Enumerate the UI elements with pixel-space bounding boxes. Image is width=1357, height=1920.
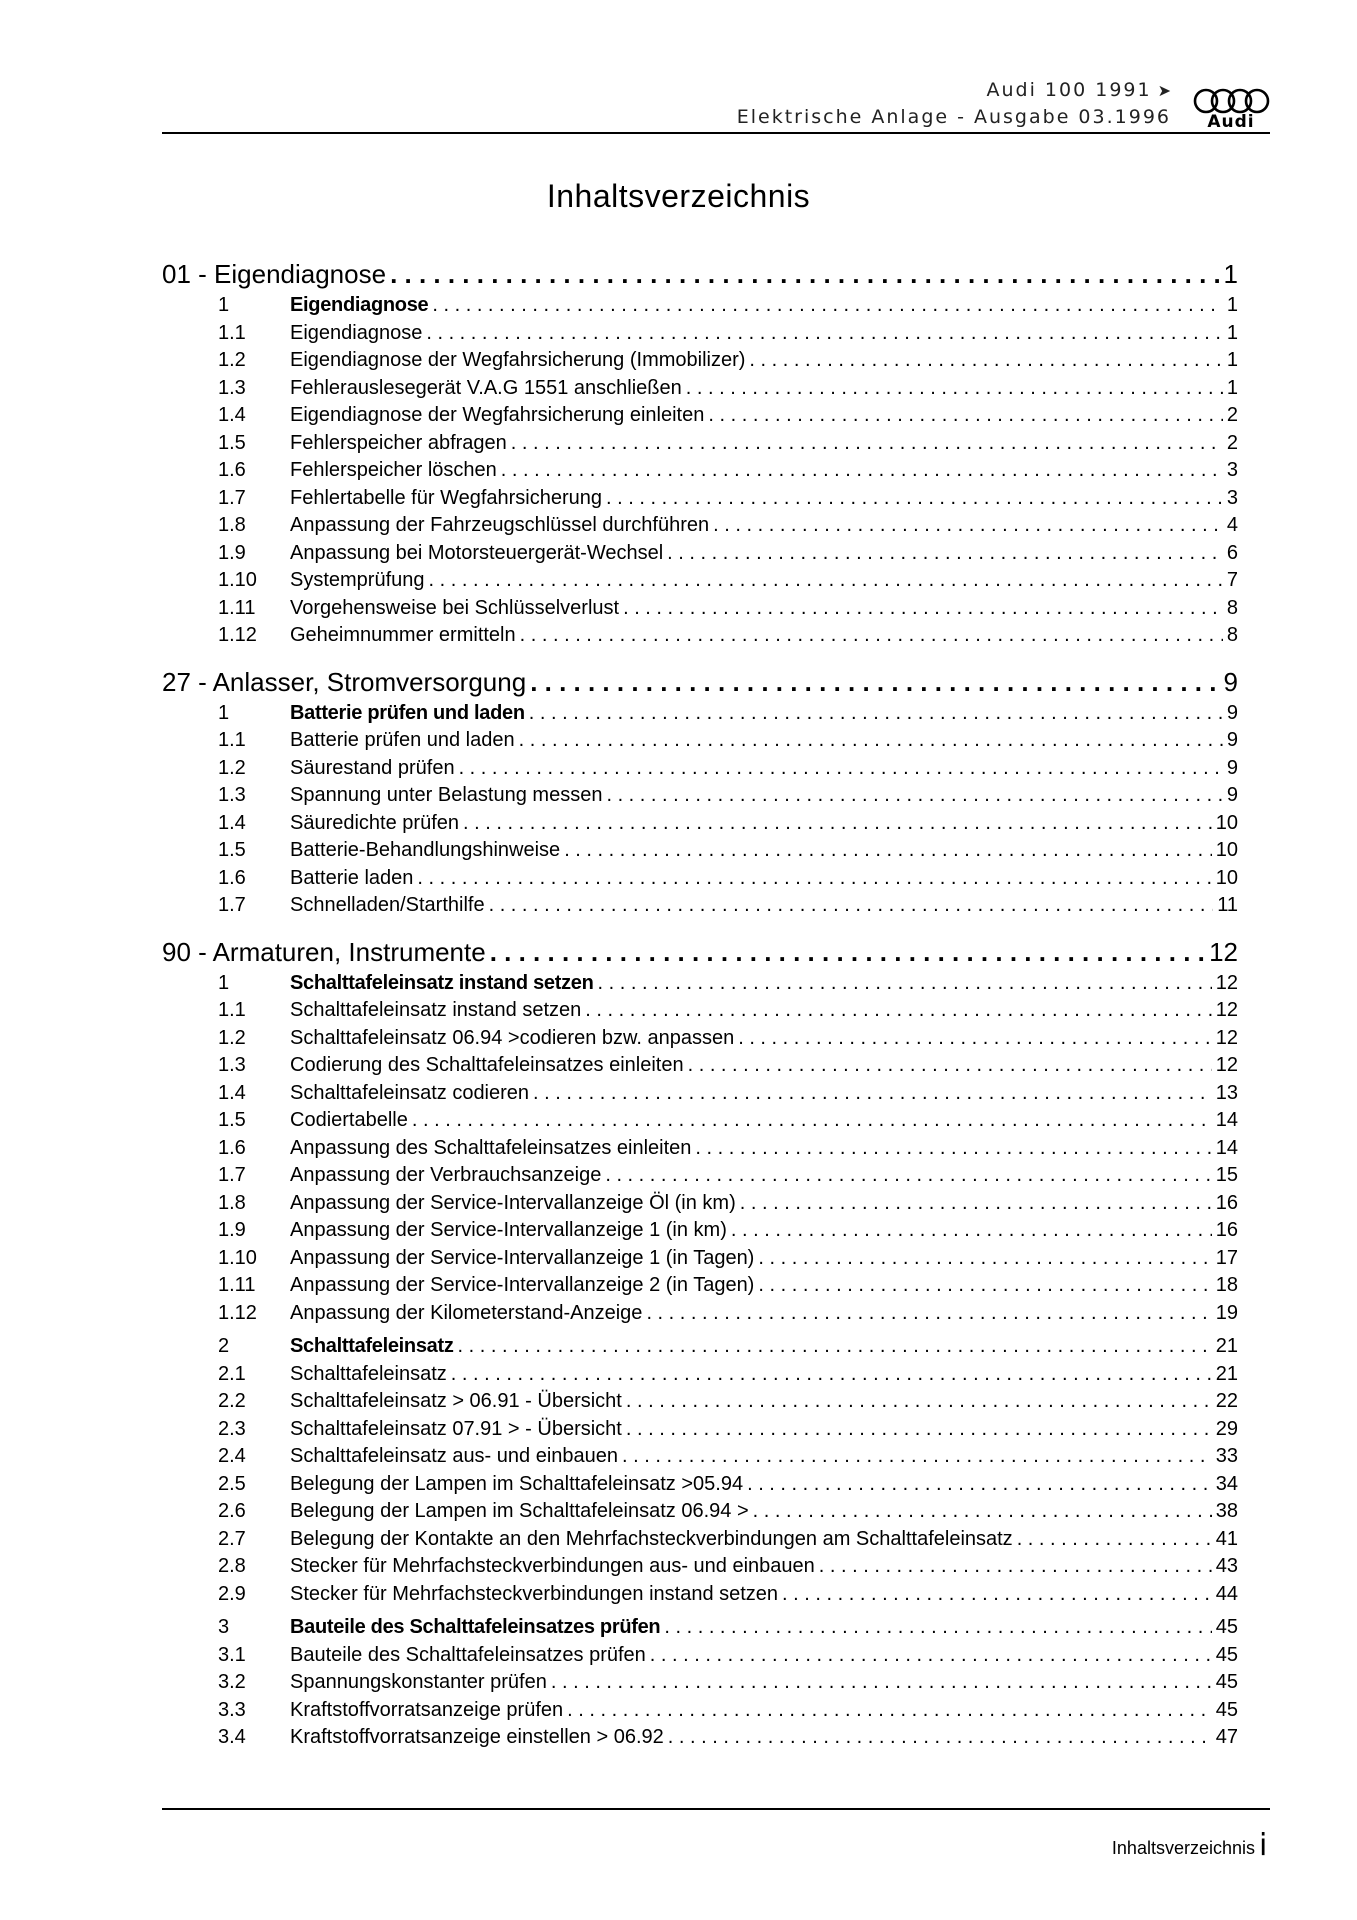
entry-page-number: 7 [1226, 569, 1238, 591]
entry-title: Anpassung bei Motorsteuergerät-Wechsel [290, 541, 664, 564]
entry-page-number: 10 [1215, 811, 1238, 834]
entry-page-number: 11 [1217, 894, 1238, 916]
toc-subsection[interactable] [162, 1697, 1238, 1725]
toc-subsection[interactable] [162, 755, 1238, 783]
entry-number: 1.8 [218, 514, 246, 536]
entry-title: Anpassung der Fahrzeugschlüssel durchführen [290, 514, 710, 536]
toc-subsection[interactable] [162, 1416, 1238, 1444]
dot-leader [412, 1107, 1212, 1135]
entry-number: 1.6 [218, 1136, 246, 1159]
entry-page-number: 12 [1215, 1054, 1238, 1076]
entry-title: Belegung der Kontakte an den Mehrfachsteckverbindungen am Schalttafeleinsatz [290, 1527, 1013, 1550]
entry-number: 1 [218, 971, 230, 994]
entry-title: Batterie prüfen und laden [290, 729, 515, 751]
entry-page-number: 47 [1215, 1726, 1238, 1748]
entry-title: Schnelladen/Starthilfe [290, 894, 485, 916]
audi-wordmark: Audi [1207, 112, 1255, 132]
dot-leader [664, 1614, 1211, 1642]
entry-page-number: 2 [1226, 431, 1238, 454]
entry-page-number: 34 [1215, 1472, 1238, 1495]
footer-page-marker: i [1259, 1828, 1268, 1863]
dot-leader [606, 485, 1223, 513]
arrow-right-icon: ➤ [1157, 81, 1171, 100]
entry-page-number: 29 [1215, 1417, 1238, 1440]
entry-page-number: 1 [1223, 259, 1238, 289]
dot-leader [758, 1272, 1211, 1300]
toc-subsection[interactable] [162, 1724, 1238, 1752]
entry-title: Fehlerspeicher löschen [290, 459, 497, 481]
entry-page-number: 9 [1223, 666, 1238, 697]
entry-page-number: 10 [1215, 866, 1238, 889]
entry-page-number: 33 [1215, 1445, 1238, 1467]
entry-number: 1.7 [218, 1164, 246, 1186]
entry-page-number: 3 [1226, 459, 1238, 481]
document-header [737, 78, 1171, 129]
entry-number: 2.4 [218, 1445, 246, 1467]
entry-number: 2.3 [218, 1417, 246, 1440]
entry-page-number: 10 [1215, 839, 1238, 861]
entry-page-number: 9 [1226, 756, 1238, 779]
entry-number: 1.7 [218, 486, 246, 509]
entry-number: 2.5 [218, 1472, 246, 1495]
toc-subsection[interactable] [162, 1498, 1238, 1526]
toc-chapter[interactable] [162, 256, 1238, 292]
dot-leader [533, 1080, 1212, 1108]
entry-page-number: 45 [1215, 1698, 1238, 1721]
entry-number: 1.6 [218, 866, 246, 889]
toc-subsection[interactable] [162, 1526, 1238, 1554]
dot-leader [622, 1443, 1212, 1471]
entry-page-number: 8 [1226, 596, 1238, 619]
toc-subsection[interactable] [162, 595, 1238, 623]
dot-leader [530, 664, 1219, 700]
toc-subsection[interactable] [162, 320, 1238, 348]
toc-subsection[interactable] [162, 837, 1238, 865]
entry-number: 1.1 [218, 999, 246, 1021]
toc-subsection[interactable] [162, 1471, 1238, 1499]
toc-subsection[interactable] [162, 1388, 1238, 1416]
entry-number: 1.2 [218, 756, 246, 779]
dot-leader [626, 1388, 1212, 1416]
toc-subsection[interactable] [162, 892, 1238, 920]
toc-subsection[interactable] [162, 1107, 1238, 1135]
dot-leader [567, 1697, 1212, 1725]
entry-number: 1.4 [218, 1081, 246, 1104]
entry-number: 3.1 [218, 1643, 246, 1666]
header-edition: Elektrische Anlage - Ausgabe 03.1996 [736, 106, 1171, 128]
entry-title: Batterie prüfen und laden [290, 701, 525, 724]
entry-title: Kraftstoffvorratsanzeige prüfen [290, 1698, 564, 1721]
toc-subsection[interactable] [162, 810, 1238, 838]
entry-number: 1.1 [218, 321, 246, 344]
dot-leader [758, 1245, 1211, 1273]
entry-title: Anpassung der Service-Intervallanzeige 1 (in Tagen) [290, 1246, 755, 1269]
entry-title: Schalttafeleinsatz 07.91 > - Übersicht [290, 1417, 622, 1440]
entry-title: Spannungskonstanter prüfen [290, 1671, 547, 1693]
entry-page-number: 19 [1215, 1301, 1238, 1324]
toc-subsection[interactable] [162, 997, 1238, 1025]
toc-section[interactable] [162, 700, 1238, 728]
entry-page-number: 6 [1226, 541, 1238, 564]
entry-page-number: 1 [1226, 321, 1238, 344]
entry-title: Anpassung der Kilometerstand-Anzeige [290, 1301, 643, 1324]
entry-title: Schalttafeleinsatz instand setzen [290, 999, 582, 1021]
entry-page-number: 18 [1215, 1274, 1238, 1296]
header-vehicle [737, 78, 1171, 103]
entry-number: 1.1 [218, 729, 246, 751]
entry-title: Fehlertabelle für Wegfahrsicherung [290, 486, 603, 509]
toc-subsection[interactable] [162, 457, 1238, 485]
entry-title: Schalttafeleinsatz [290, 1362, 447, 1385]
dot-leader [605, 1162, 1211, 1190]
entry-number: 1.5 [218, 431, 246, 454]
entry-number: 2 [218, 1335, 230, 1357]
table-of-contents [162, 256, 1238, 1752]
entry-page-number: 8 [1226, 624, 1238, 646]
dot-leader [417, 865, 1211, 893]
entry-title: Batterie laden [290, 866, 414, 889]
dot-leader [738, 1025, 1212, 1053]
dot-leader [695, 1135, 1211, 1163]
entry-title: Schalttafeleinsatz instand setzen [290, 971, 594, 994]
dot-leader [626, 1416, 1212, 1444]
dot-leader [686, 375, 1223, 403]
entry-page-number: 2 [1226, 404, 1238, 426]
entry-number: 2.7 [218, 1527, 246, 1550]
entry-number: 1.4 [218, 404, 246, 426]
toc-subsection[interactable] [162, 402, 1238, 430]
entry-number: 2.1 [218, 1362, 246, 1385]
toc-subsection[interactable] [162, 540, 1238, 568]
entry-page-number: 12 [1215, 971, 1238, 994]
entry-title: Eigendiagnose der Wegfahrsicherung (Immobilizer) [290, 349, 746, 371]
toc-subsection[interactable] [162, 347, 1238, 375]
entry-title: Belegung der Lampen im Schalttafeleinsatz 06.94 > [290, 1500, 749, 1522]
toc-subsection[interactable] [162, 485, 1238, 513]
entry-title: Vorgehensweise bei Schlüsselverlust [290, 596, 620, 619]
entry-number: 2.6 [218, 1500, 246, 1522]
entry-number: 1.2 [218, 1026, 246, 1049]
dot-leader [749, 347, 1222, 375]
entry-number: 1.4 [218, 811, 246, 834]
toc-chapter[interactable] [162, 934, 1238, 970]
toc-subsection[interactable] [162, 782, 1238, 810]
header-vehicle-text: Audi 100 1991 [986, 79, 1152, 101]
entry-number: 2.8 [218, 1555, 246, 1577]
toc-subsection[interactable] [162, 1553, 1238, 1581]
entry-title: Bauteile des Schalttafeleinsatzes prüfen [290, 1616, 661, 1638]
toc-section[interactable] [162, 970, 1238, 998]
entry-number: 3 [218, 1616, 230, 1638]
toc-section[interactable] [162, 1333, 1238, 1361]
dot-leader [511, 430, 1223, 458]
entry-title: Anpassung der Verbrauchsanzeige [290, 1164, 602, 1186]
entry-page-number: 1 [1226, 349, 1238, 371]
toc-subsection[interactable] [162, 1272, 1238, 1300]
entry-page-number: 21 [1215, 1335, 1238, 1357]
dot-leader [489, 892, 1214, 920]
entry-page-number: 38 [1215, 1500, 1238, 1522]
entry-page-number: 9 [1226, 784, 1238, 806]
footer-label: Inhaltsverzeichnis [1111, 1838, 1255, 1858]
entry-number: 1 [218, 294, 230, 316]
entry-number: 3.3 [218, 1698, 246, 1721]
entry-page-number: 21 [1215, 1362, 1238, 1385]
entry-page-number: 43 [1215, 1555, 1238, 1577]
dot-leader [782, 1581, 1212, 1609]
entry-number: 1.11 [218, 596, 256, 619]
dot-leader [459, 755, 1223, 783]
entry-title: Anpassung der Service-Intervallanzeige 1 (in km) [290, 1219, 727, 1241]
dot-leader [519, 727, 1223, 755]
entry-page-number: 14 [1215, 1109, 1238, 1131]
dot-leader [429, 567, 1223, 595]
entry-page-number: 1 [1226, 376, 1238, 399]
toc-subsection[interactable] [162, 1135, 1238, 1163]
entry-number: 1.5 [218, 839, 246, 861]
entry-title: Codierung des Schalttafeleinsatzes einleiten [290, 1054, 684, 1076]
dot-leader [731, 1217, 1212, 1245]
dot-leader [451, 1361, 1212, 1389]
toc-section[interactable] [162, 292, 1238, 320]
entry-page-number: 1 [1226, 294, 1238, 316]
entry-title: Spannung unter Belastung messen [290, 784, 603, 806]
entry-number: 1.3 [218, 784, 246, 806]
toc-subsection[interactable] [162, 430, 1238, 458]
entry-title: Schalttafeleinsatz codieren [290, 1081, 530, 1104]
entry-title: Eigendiagnose der Wegfahrsicherung einleiten [290, 404, 705, 426]
toc-subsection[interactable] [162, 567, 1238, 595]
dot-leader [520, 622, 1223, 650]
entry-number: 1.12 [218, 624, 257, 646]
entry-page-number: 12 [1209, 936, 1238, 967]
toc-subsection[interactable] [162, 865, 1238, 893]
entry-number: 1.8 [218, 1191, 246, 1214]
page-title: Inhaltsverzeichnis [546, 178, 811, 214]
dot-leader [623, 595, 1223, 623]
toc-subsection[interactable] [162, 622, 1238, 650]
entry-page-number: 12 [1215, 999, 1238, 1021]
entry-title: Anpassung der Service-Intervallanzeige Öl (in km) [290, 1191, 736, 1214]
entry-number: 3.2 [218, 1671, 246, 1693]
dot-leader [646, 1300, 1211, 1328]
toc-subsection[interactable] [162, 1642, 1238, 1670]
dot-leader [501, 457, 1223, 485]
entry-page-number: 13 [1215, 1081, 1238, 1104]
toc-subsection[interactable] [162, 1052, 1238, 1080]
toc-subsection[interactable] [162, 512, 1238, 540]
entry-number: 1.9 [218, 1219, 246, 1241]
entry-number: 2.9 [218, 1582, 246, 1605]
entry-title: Geheimnummer ermitteln [290, 624, 516, 646]
dot-leader [708, 402, 1223, 430]
entry-page-number: 44 [1215, 1582, 1238, 1605]
entry-page-number: 3 [1226, 486, 1238, 509]
entry-title: Belegung der Lampen im Schalttafeleinsatz >05.94 [290, 1472, 744, 1495]
dot-leader [490, 934, 1205, 970]
dot-leader [564, 837, 1212, 865]
entry-title: Kraftstoffvorratsanzeige einstellen > 06.92 [290, 1726, 664, 1748]
entry-number: 1.2 [218, 349, 246, 371]
entry-title: Anpassung des Schalttafeleinsatzes einleiten [290, 1136, 692, 1159]
entry-title: Eigendiagnose [290, 321, 423, 344]
entry-title: Stecker für Mehrfachsteckverbindungen aus- und einbauen [290, 1555, 815, 1577]
toc-subsection[interactable] [162, 1361, 1238, 1389]
entry-title: Schalttafeleinsatz [290, 1335, 454, 1357]
entry-number: 2.2 [218, 1390, 246, 1412]
entry-page-number: 16 [1215, 1219, 1238, 1241]
dot-leader [1017, 1526, 1212, 1554]
dot-leader [753, 1498, 1212, 1526]
entry-title: Säurestand prüfen [290, 756, 455, 779]
dot-leader [585, 997, 1211, 1025]
toc-subsection[interactable] [162, 1581, 1238, 1609]
entry-title: Anpassung der Service-Intervallanzeige 2 (in Tagen) [290, 1274, 755, 1296]
dot-leader [740, 1190, 1212, 1218]
entry-number: 1.10 [218, 569, 257, 591]
entry-page-number: 12 [1215, 1026, 1238, 1049]
entry-page-number: 41 [1215, 1527, 1238, 1550]
entry-number: 1.3 [218, 1054, 246, 1076]
entry-page-number: 14 [1215, 1136, 1238, 1159]
entry-number: 1.12 [218, 1301, 257, 1324]
entry-title: Schalttafeleinsatz aus- und einbauen [290, 1445, 619, 1467]
dot-leader [551, 1669, 1212, 1697]
toc-subsection[interactable] [162, 727, 1238, 755]
entry-number: 1.10 [218, 1246, 257, 1269]
entry-title: Codiertabelle [290, 1109, 408, 1131]
entry-title: Systemprüfung [290, 569, 425, 591]
dot-leader [606, 782, 1222, 810]
dot-leader [713, 512, 1223, 540]
toc-subsection[interactable] [162, 1300, 1238, 1328]
entry-title: 27 - Anlasser, Stromversorgung [162, 666, 527, 697]
toc-subsection[interactable] [162, 375, 1238, 403]
entry-page-number: 9 [1226, 729, 1238, 751]
entry-title: Fehlerauslesegerät V.A.G 1551 anschließen [290, 376, 682, 399]
entry-number: 1.11 [218, 1274, 256, 1296]
entry-title: Schalttafeleinsatz > 06.91 - Übersicht [290, 1390, 622, 1412]
toc-subsection[interactable] [162, 1217, 1238, 1245]
dot-leader [390, 256, 1219, 292]
entry-title: Schalttafeleinsatz 06.94 >codieren bzw. anpassen [290, 1026, 735, 1049]
entry-title: Eigendiagnose [290, 294, 429, 316]
entry-page-number: 4 [1226, 514, 1238, 536]
dot-leader [688, 1052, 1212, 1080]
footer-divider [162, 1808, 1270, 1810]
entry-page-number: 16 [1215, 1191, 1238, 1214]
entry-title: 90 - Armaturen, Instrumente [162, 936, 486, 967]
entry-number: 1.6 [218, 459, 246, 481]
entry-title: Bauteile des Schalttafeleinsatzes prüfen [290, 1643, 646, 1666]
toc-subsection[interactable] [162, 1080, 1238, 1108]
toc-chapter[interactable] [162, 664, 1238, 700]
entry-page-number: 17 [1215, 1246, 1238, 1269]
dot-leader [598, 970, 1212, 998]
entry-page-number: 45 [1215, 1671, 1238, 1693]
dot-leader [529, 700, 1223, 728]
dot-leader [668, 1724, 1212, 1752]
toc-subsection[interactable] [162, 1025, 1238, 1053]
dot-leader [747, 1471, 1212, 1499]
entry-page-number: 9 [1226, 701, 1238, 724]
dot-leader [819, 1553, 1212, 1581]
header-divider [162, 132, 1270, 134]
dot-leader [650, 1642, 1212, 1670]
dot-leader [426, 320, 1223, 348]
entry-number: 3.4 [218, 1726, 246, 1748]
dot-leader [667, 540, 1223, 568]
entry-title: Fehlerspeicher abfragen [290, 431, 507, 454]
toc-subsection[interactable] [162, 1669, 1238, 1697]
entry-page-number: 45 [1215, 1643, 1238, 1666]
dot-leader [458, 1333, 1212, 1361]
entry-number: 1 [218, 701, 230, 724]
entry-number: 1.5 [218, 1109, 246, 1131]
entry-number: 1.7 [218, 894, 246, 916]
entry-number: 1.9 [218, 541, 246, 564]
toc-subsection[interactable] [162, 1162, 1238, 1190]
entry-page-number: 45 [1215, 1616, 1238, 1638]
entry-page-number: 22 [1215, 1390, 1238, 1412]
entry-number: 1.3 [218, 376, 246, 399]
toc-subsection[interactable] [162, 1245, 1238, 1273]
entry-title: 01 - Eigendiagnose [162, 259, 387, 289]
toc-subsection[interactable] [162, 1190, 1238, 1218]
toc-subsection[interactable] [162, 1443, 1238, 1471]
toc-section[interactable] [162, 1614, 1238, 1642]
entry-page-number: 15 [1215, 1164, 1238, 1186]
entry-title: Säuredichte prüfen [290, 811, 460, 834]
dot-leader [463, 810, 1212, 838]
entry-title: Stecker für Mehrfachsteckverbindungen instand setzen [290, 1582, 779, 1605]
dot-leader [432, 292, 1223, 320]
entry-title: Batterie-Behandlungshinweise [290, 839, 561, 861]
